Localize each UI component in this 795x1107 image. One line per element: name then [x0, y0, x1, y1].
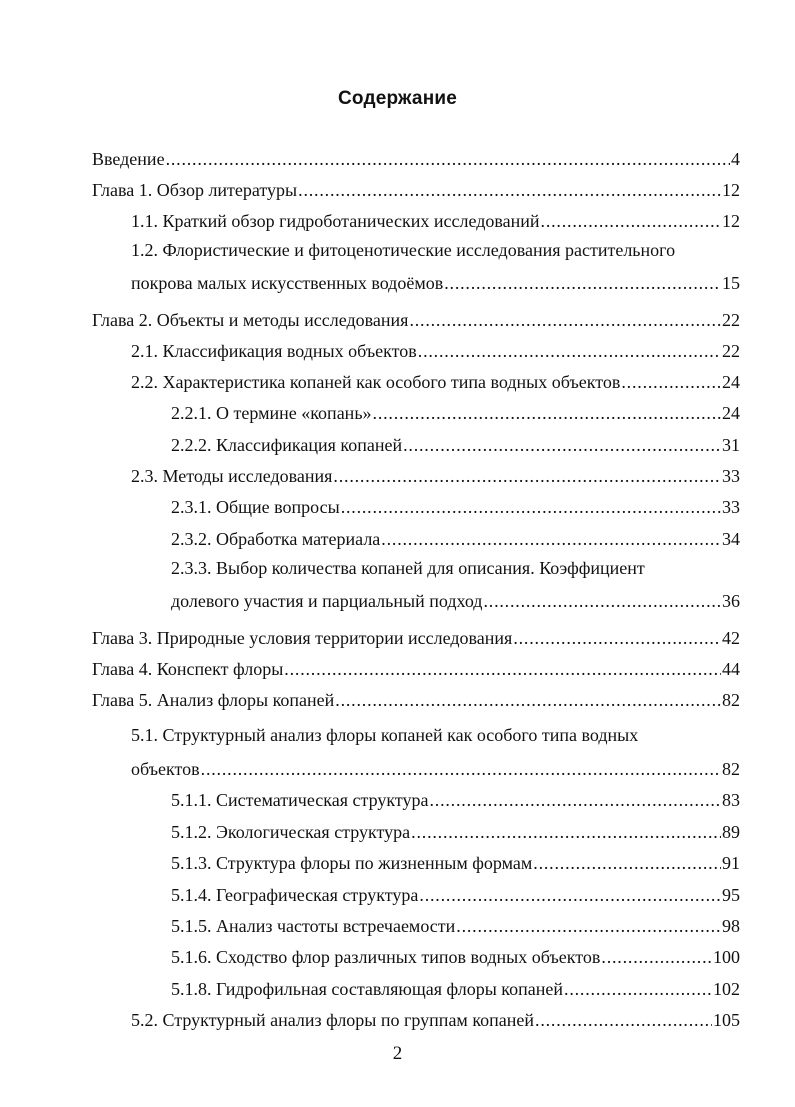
- toc-leader-dots: [419, 885, 721, 905]
- toc-entry-page: 98: [722, 916, 740, 936]
- toc-entry-label: 1.1. Краткий обзор гидроботанических исследований: [131, 211, 540, 231]
- toc-entry-chapter-1[interactable]: [92, 178, 740, 200]
- toc-entry-page: 105: [713, 1010, 740, 1030]
- toc-entry-label: 2.1. Классификация водных объектов: [131, 341, 417, 361]
- toc-leader-dots: [284, 659, 721, 679]
- toc-entry-5-1-4[interactable]: [171, 883, 740, 905]
- toc-entry-2-3-1[interactable]: [171, 495, 740, 517]
- toc-leader-dots: [409, 310, 721, 330]
- toc-entry-chapter-2[interactable]: [92, 308, 740, 330]
- toc-entry-chapter-3[interactable]: [92, 626, 740, 648]
- toc-entry-5-2[interactable]: [131, 1008, 740, 1030]
- toc-entry-2-1[interactable]: [131, 339, 740, 361]
- toc-leader-dots: [341, 497, 721, 517]
- toc-leader-dots: [621, 372, 721, 392]
- toc-entry-page: 83: [722, 790, 740, 810]
- toc-entry-label: Глава 5. Анализ флоры копаней: [92, 690, 335, 710]
- toc-leader-dots: [298, 180, 721, 200]
- toc-entry-2-3-3-line1[interactable]: 2.3.3. Выбор количества копаней для описания. Коэффициент: [171, 558, 645, 578]
- toc-leader-dots: [456, 916, 721, 936]
- toc-leader-dots: [564, 979, 712, 999]
- toc-entry-label: Введение: [92, 149, 165, 169]
- toc-leader-dots: [535, 1010, 712, 1030]
- toc-entry-label: Глава 4. Конспект флоры: [92, 659, 284, 679]
- toc-entry-page: 12: [722, 180, 740, 200]
- toc-entry-5-1-line1[interactable]: 5.1. Структурный анализ флоры копаней как особого типа водных: [131, 725, 639, 745]
- toc-entry-page: 36: [722, 591, 740, 611]
- toc-entry-label: 5.1.3. Структура флоры по жизненным формам: [171, 853, 533, 873]
- toc-entry-label: 5.1.4. Географическая структура: [171, 885, 419, 905]
- toc-leader-dots: [444, 273, 721, 293]
- toc-entry-page: 33: [722, 466, 740, 486]
- toc-entry-intro[interactable]: [92, 147, 740, 169]
- toc-entry-page: 4: [731, 149, 740, 169]
- toc-entry-label: 2.3.1. Общие вопросы: [171, 497, 340, 517]
- toc-leader-dots: [411, 822, 721, 842]
- toc-entry-2-2-1[interactable]: [171, 401, 740, 423]
- toc-entry-label: объектов: [131, 759, 200, 779]
- toc-leader-dots: [483, 591, 721, 611]
- toc-entry-page: 95: [722, 885, 740, 905]
- toc-entry-label: 2.3.2. Обработка материала: [171, 529, 381, 549]
- toc-entry-page: 12: [722, 211, 740, 231]
- toc-entry-5-1-8[interactable]: [171, 977, 740, 999]
- toc-entry-5-1-6[interactable]: [171, 945, 740, 967]
- toc-leader-dots: [201, 759, 721, 779]
- toc-leader-dots: [335, 690, 721, 710]
- toc-entry-page: 89: [722, 822, 740, 842]
- toc-entry-5-1-1[interactable]: [171, 788, 740, 810]
- toc-entry-label: 5.1.8. Гидрофильная составляющая флоры копаней: [171, 979, 564, 999]
- toc-leader-dots: [541, 211, 721, 231]
- toc-entry-label: Глава 1. Обзор литературы: [92, 180, 298, 200]
- toc-entry-page: 82: [722, 690, 740, 710]
- toc-leader-dots: [418, 341, 721, 361]
- toc-entry-label: 5.2. Структурный анализ флоры по группам копаней: [131, 1010, 535, 1030]
- toc-entry-label: Глава 2. Объекты и методы исследования: [92, 310, 409, 330]
- toc-entry-2-3-2[interactable]: [171, 527, 740, 549]
- toc-entry-page: 34: [722, 529, 740, 549]
- toc-entry-label: 5.1.1. Систематическая структура: [171, 790, 429, 810]
- toc-leader-dots: [381, 529, 721, 549]
- toc-entry-page: 24: [722, 372, 740, 392]
- toc-entry-page: 22: [722, 310, 740, 330]
- toc-entry-page: 42: [722, 628, 740, 648]
- toc-leader-dots: [333, 466, 721, 486]
- toc-entry-chapter-5[interactable]: [92, 688, 740, 710]
- toc-entry-5-1-3[interactable]: [171, 851, 740, 873]
- toc-entry-5-1[interactable]: [131, 757, 740, 779]
- toc-leader-dots: [166, 149, 730, 169]
- toc-entry-label: долевого участия и парциальный подход: [171, 591, 483, 611]
- toc-entry-2-2[interactable]: [131, 370, 740, 392]
- toc-entry-page: 91: [722, 853, 740, 873]
- toc-entry-label: 2.2.1. О термине «копань»: [171, 403, 372, 423]
- toc-entry-label: 5.1.6. Сходство флор различных типов водных объектов: [171, 947, 601, 967]
- toc-entry-label: покрова малых искусственных водоёмов: [131, 273, 444, 293]
- toc-entry-1-1[interactable]: [131, 209, 740, 231]
- toc-leader-dots: [403, 435, 721, 455]
- toc-entry-1-2[interactable]: [131, 271, 740, 293]
- toc-entry-label: 5.1.2. Экологическая структура: [171, 822, 411, 842]
- page-number: 2: [392, 1043, 403, 1064]
- toc-entry-page: 44: [722, 659, 740, 679]
- toc-entry-2-3[interactable]: [131, 464, 740, 486]
- toc-entry-label: 2.3. Методы исследования: [131, 466, 333, 486]
- toc-entry-5-1-2[interactable]: [171, 820, 740, 842]
- toc-entry-label: Глава 3. Природные условия территории исследования: [92, 628, 513, 648]
- toc-leader-dots: [513, 628, 721, 648]
- toc-entry-2-3-3[interactable]: [171, 589, 740, 611]
- toc-entry-page: 31: [722, 435, 740, 455]
- toc-entry-2-2-2[interactable]: [171, 433, 740, 455]
- toc-entry-chapter-4[interactable]: [92, 657, 740, 679]
- toc-entry-5-1-5[interactable]: [171, 914, 740, 936]
- toc-entry-label: 2.2. Характеристика копаней как особого типа водных объектов: [131, 372, 621, 392]
- toc-entry-page: 24: [722, 403, 740, 423]
- toc-entry-1-2-line1[interactable]: 1.2. Флористические и фитоценотические исследования растительного: [131, 240, 676, 260]
- toc-leader-dots: [373, 403, 721, 423]
- toc-leader-dots: [429, 790, 721, 810]
- toc-entry-page: 22: [722, 341, 740, 361]
- toc-entry-page: 15: [722, 273, 740, 293]
- toc-entry-page: 100: [713, 947, 740, 967]
- toc-entry-label: 2.2.2. Классификация копаней: [171, 435, 403, 455]
- toc-entry-page: 102: [713, 979, 740, 999]
- toc-leader-dots: [601, 947, 712, 967]
- toc-entry-page: 82: [722, 759, 740, 779]
- toc-entry-page: 33: [722, 497, 740, 517]
- toc-entry-label: 5.1.5. Анализ частоты встречаемости: [171, 916, 456, 936]
- page-title: Содержание: [337, 88, 458, 109]
- toc-leader-dots: [533, 853, 721, 873]
